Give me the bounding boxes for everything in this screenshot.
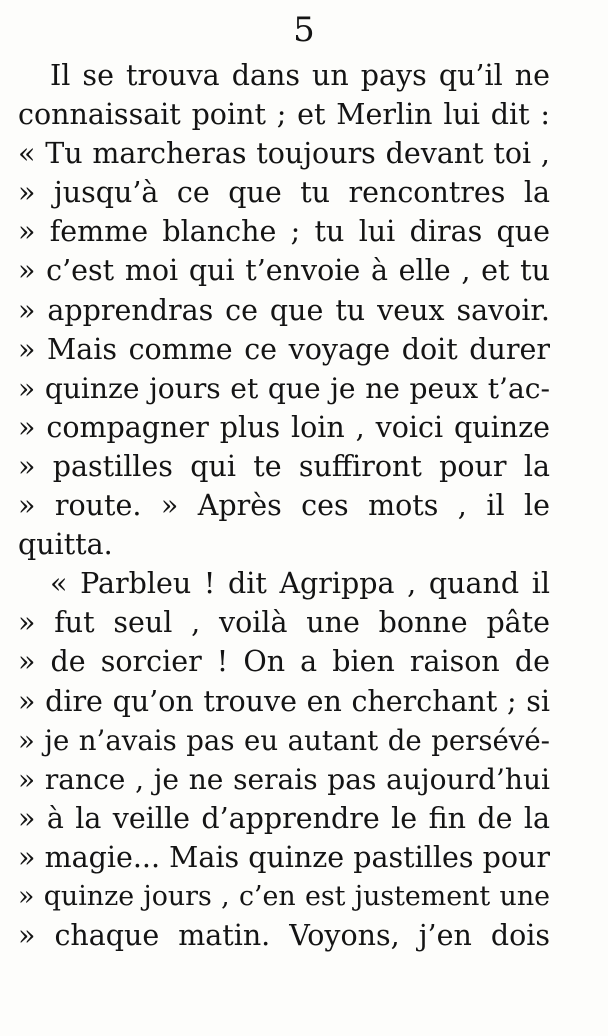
text-line: » dire qu’on trouve en cherchant ; si: [18, 684, 550, 718]
text-line: » à la veille d’apprendre le fin de la: [18, 801, 550, 835]
text-line: » quinze jours , c’en est justement une: [18, 880, 550, 912]
body-text: [18, 56, 550, 955]
text-line: » quinze jours et que je ne peux t’ac-: [18, 371, 550, 405]
text-line: » fut seul , voilà une bonne pâte: [18, 606, 550, 640]
text-line: » c’est moi qui t’envoie à elle , et tu: [18, 254, 550, 288]
text-line: « Tu marcheras toujours devant toi ,: [18, 137, 550, 171]
text-line: quitta.: [18, 528, 113, 562]
page-number: 5: [293, 10, 315, 50]
text-line: » Mais comme ce voyage doit durer: [18, 332, 550, 366]
text-line: « Parbleu ! dit Agrippa , quand il: [50, 567, 550, 601]
text-line: » route. » Après ces mots , il le: [18, 489, 550, 523]
text-line: connaissait point ; et Merlin lui dit :: [18, 98, 550, 132]
text-line: » magie... Mais quinze pastilles pour: [18, 840, 550, 874]
text-line: » jusqu’à ce que tu rencontres la: [18, 176, 550, 210]
text-line: » apprendras ce que tu veux savoir.: [18, 293, 550, 327]
text-line: » rance , je ne serais pas aujourd’hui: [18, 762, 550, 796]
text-line: » chaque matin. Voyons, j’en dois: [18, 919, 550, 953]
text-line: » femme blanche ; tu lui diras que: [18, 215, 550, 249]
text-line: » de sorcier ! On a bien raison de: [18, 645, 550, 679]
text-line: » compagner plus loin , voici quinze: [18, 410, 550, 444]
text-line: » je n’avais pas eu autant de persévé-: [18, 723, 550, 757]
text-line: » pastilles qui te suffiront pour la: [18, 449, 550, 483]
text-line: Il se trouva dans un pays qu’il ne: [50, 59, 550, 92]
